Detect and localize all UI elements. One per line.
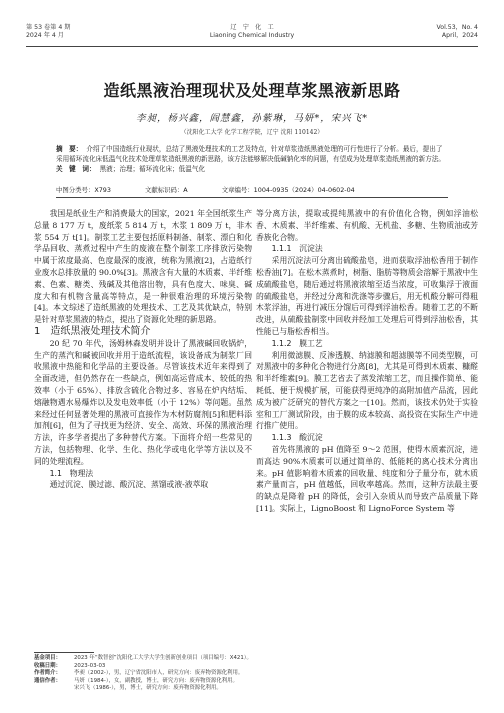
fund-label: 基金项目： (34, 655, 61, 661)
fund-line (34, 655, 474, 663)
acid-precipitation-paragraph: 首先将黑液的 pH 值降至 9～2 范围，使得木质素沉淀，进而高达 90%木质素可以通过简单的、低能耗的离心技术分离出来。pH 值影响着木质素的回收量、纯度和分子量分布，就木质素产量而言，pH 值越低，回收率越高。然而，这种方法最主要的缺点是降着 pH 的降低，会引入杂质从而导致产品质量下降[11]。实际上，LignoBoost 和 LignoForce System 等 (256, 444, 478, 513)
precipitation-paragraph: 采用沉淀法可分离出硫酸盐皂，进而获取浮油松香用于制作松香油[7]。在松木蒸煮时，树脂、脂肪等物质会溶解于黑液中生成硫酸盐皂，随后通过将黑液浓缩至适当浓度，可收集浮于液面的硫酸盐皂，并经过分离和洗涤等步骤后，用无机酸分解可得粗木浆浮油，再进行减压分馏后可得到浮油松香。随着工艺的不断改进，从硫酸盐制浆中回收并经加工处理后可得到浮油松香，其性能已与脂松香相当。 (256, 256, 478, 336)
document-code: 文献标识码：A (144, 186, 188, 194)
abstract-label: 摘 要： (56, 145, 83, 153)
journal-volume-en (437, 24, 478, 40)
issue-date-en: April，2024 (441, 32, 478, 39)
journal-name-en: Liaoning Chemical Industry (209, 32, 295, 39)
received-date: 2023-03-03 (74, 662, 106, 669)
right-column (256, 208, 478, 515)
author-bio-label: 作者简介： (34, 670, 61, 677)
volume-issue: 第 53 卷第 4 期 (26, 24, 71, 31)
left-column (34, 208, 252, 491)
subsection-heading-1-1-1: 1.1.1 沉淀法 (271, 244, 323, 254)
continued-paragraph: 等分离方法，提取或提纯黑液中的有价值化合物，例如浮油松香、木质素、半纤维素、有机酸、无机盐、多糖、生物质油或芳香族化合物。 (256, 209, 478, 242)
author-bio-line (34, 670, 474, 678)
keywords (56, 164, 448, 174)
intro-paragraph: 我国是纸业生产和消费最大的国家，2021 年全国纸浆生产总量 8 177 万 t，废纸浆 5 814 万 t，木浆 1 809 万 t，非木浆 554 万 t[1]。制浆工艺主要包括原料制备、制浆、漂白和化学品回收、蒸煮过程中产生的废液在整个制浆工序排放污染物中属于浓度最高、色度最深的废液，统称为黑液[2]，占造纸行业废水总排放量的 90.0%[3]。黑液含有大量的木质素、半纤维素、色素、糖类、残碱及其他溶出物，具有色度大、味臭、碱度大和有机物含量高等特点，是一种很难治理的环境污染物[4]。本文综述了造纸黑液的处理技术、工艺及其优缺点，特别是针对草浆黑液的特点，提出了资源化处理的新思路。 (34, 209, 252, 325)
volume-issue-en: Vol.53，No. 4 (436, 24, 478, 31)
subsection-heading-1-1-3: 1.1.3 酸沉淀 (271, 433, 323, 443)
article-number: 文章编号：1004-0935（2024）04-0602-04 (221, 186, 355, 194)
running-header (26, 24, 478, 44)
journal-name-cn: 辽 宁 化 工 (230, 24, 274, 31)
membrane-paragraph: 利用微滤膜、反渗透膜、纳滤膜和超滤膜等不同类型膜，可对黑液中的多种化合物进行分离[8]，尤其是可得到木质素、糠醛和半纤维素[9]。膜工艺省去了蒸发浓缩工艺，而且操作简单、能耗低、便于规模扩展，可能获得更纯净的高附加值产品流，因此成为被广泛研究的替代方案之一[10]。然而，该技术仍处于实验室和工厂测试阶段，由于膜的成本较高、高投资在实际生产中进行推广使用。 (256, 350, 478, 431)
author-list: 李昶，杨兴鑫，阎慧鑫，孙紫琳，马妍*，宋兴飞* (135, 113, 368, 124)
keywords-text: 黑液；治理；循环流化床；低温气化 (99, 165, 206, 173)
issue-date-cn: 2024 年 4 月 (26, 32, 64, 39)
clc-number: 中图分类号：X793 (56, 186, 111, 194)
subsection1-1-paragraph: 通过沉淀、膜过滤、酸沉淀、蒸馏或液-液萃取 (49, 480, 209, 490)
footnote (34, 655, 474, 693)
abstract-divider (56, 197, 448, 198)
abstract-text: 介绍了中国造纸行业现状，总结了黑液处理技术的工艺及特点，针对草浆造纸黑液处理的可行性进行了分析。最后，提出了采用循环流化床低温气化技术处理草浆造纸黑液的新思路，该方法能够解决低碱钠化率的问题，有望成为处理草浆造纸黑液的新方法。 (56, 145, 446, 163)
header-divider (26, 46, 478, 47)
keywords-label: 关 键 词： (56, 165, 96, 173)
classification-line (56, 185, 448, 194)
corresponding-line-2 (34, 685, 474, 693)
subsection-heading-1-1-2: 1.1.2 膜工艺 (271, 338, 323, 348)
affiliation: （沈阳化工大学 化学工程学院，辽宁 沈阳 110142） (180, 129, 324, 136)
corresponding-author-1: 马妍（1984-），女，副教授，博士，研究方向：废弃物资源化利用。 (74, 677, 238, 684)
author-bio-text: 李昶（2002-），男，辽宁省沈阳市人，研究方向：废弃物资源化利用。 (74, 670, 244, 677)
paper-title: 造纸黑液治理现状及处理草浆黑液新思路 (103, 81, 401, 100)
corresponding-label: 通信作者： (34, 677, 61, 684)
section1-paragraph: 20 纪 70 年代，汤姆林森发明并设计了黑液碱回收锅炉，生产的蒸汽和碱被回收并用于造纸流程，该设备成为制浆厂回收黑液中热能和化学品的主要设备。尽管该技术近年来得到了全面改进，但仍然存在一些缺点，例如高运营成本、较低的热效率（小于 65%）、排放含硫化合物过多、容易在炉内结垢、熔融物遇水易爆炸以及发电效率低（小于 12%）等问题。虽然来经过任何显著处理的黑液可直接作为木材防腐剂[5]和肥料添加剂[6]，但为了寻找更为经济、安全、高效、环保的黑液治理方法，许多学者提出了多种替代方案。下面将介绍一些常见的方法，包括物理、化学、生化、热化学或电化学等方法以及不同的处理流程。 (34, 338, 252, 466)
subsection-heading-1-1: 1.1 物理法 (49, 468, 94, 478)
fund-text: 2023 年“数智创”沈阳化工大学大学生创新创业项目（项目编号：X421）。 (74, 655, 252, 661)
received-label: 收稿日期： (34, 662, 61, 669)
abstract (56, 144, 448, 174)
corresponding-author-2: 宋兴飞（1986-），男，博士，研究方向：废弃物资源化利用。 (74, 685, 222, 692)
journal-name (26, 24, 478, 40)
footnote-divider (34, 652, 94, 653)
section-heading-1: 1 造纸黑液处理技术简介 (34, 325, 151, 337)
